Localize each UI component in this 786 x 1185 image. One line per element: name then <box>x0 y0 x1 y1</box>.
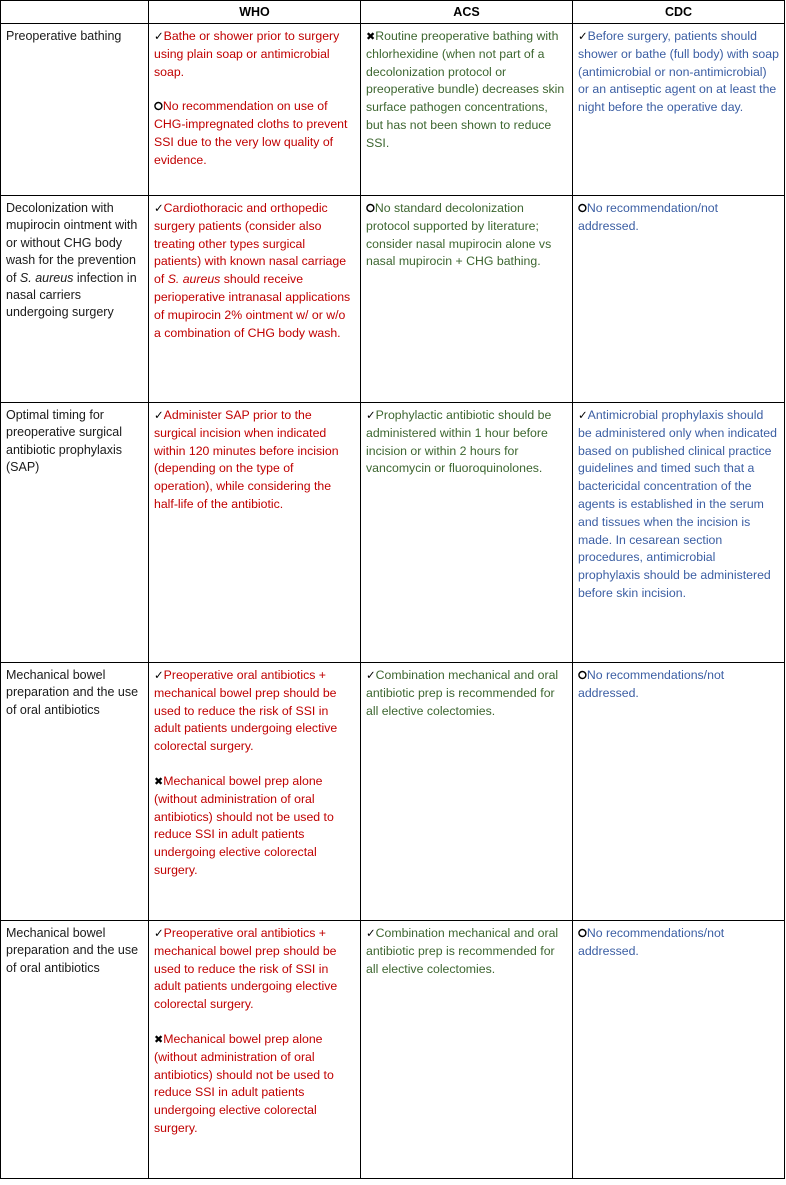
header-cell-topic <box>1 1 149 24</box>
recommendation-item <box>154 407 355 514</box>
recommendation-item <box>578 667 779 703</box>
check-icon: ✓ <box>154 29 164 43</box>
recommendation-item <box>366 407 567 478</box>
recommendation-cell-who <box>149 196 361 403</box>
check-icon: ✓ <box>154 926 164 940</box>
header-row <box>1 1 785 24</box>
recommendation-item <box>366 667 567 720</box>
recommendation-item <box>154 200 355 342</box>
topic-cell <box>1 24 149 196</box>
cross-icon: ✖ <box>154 774 164 788</box>
header-cell-acs: ACS <box>361 1 573 24</box>
recommendation-cell-cdc <box>573 921 785 1179</box>
recommendation-item <box>154 1031 355 1138</box>
recommendation-cell-who <box>149 921 361 1179</box>
table-header <box>1 1 785 24</box>
topic-text: Optimal timing for preoperative surgical antibiotic prophylaxis (SAP) <box>6 408 123 475</box>
recommendation-text-lead: Cardiothoracic and orthopedic surgery patients (consider also treating other types surgical patients) with known nasal carriage of <box>154 201 347 287</box>
recommendation-text: Mechanical bowel prep alone (without administration of oral antibiotics) should not be used to reduce SSI in adult patients undergoing elective colorectal surgery. <box>154 773 334 877</box>
circle-icon: ⭘ <box>578 669 587 682</box>
table-row <box>1 196 785 403</box>
recommendation-text: Bathe or shower prior to surgery using plain soap or antimicrobial soap. <box>154 29 340 79</box>
recommendation-item <box>578 200 779 236</box>
recommendation-cell-cdc <box>573 196 785 403</box>
check-icon: ✓ <box>366 408 376 422</box>
recommendation-text: No recommendation on use of CHG-impregnated cloths to prevent SSI due to the very low quality of evidence. <box>154 99 348 167</box>
check-icon: ✓ <box>154 668 164 682</box>
recommendation-item <box>578 925 779 961</box>
recommendation-cell-acs <box>361 403 573 663</box>
recommendation-cell-cdc <box>573 403 785 663</box>
table-row <box>1 24 785 196</box>
topic-text: Preoperative bathing <box>6 29 122 43</box>
recommendation-text: Prophylactic antibiotic should be administered within 1 hour before incision or within 2 hours for vancomycin or fluoroquinolones. <box>366 408 552 476</box>
recommendation-text: Combination mechanical and oral antibiotic prep is recommended for all elective colectomies. <box>366 668 559 718</box>
circle-icon: ⭘ <box>578 927 587 940</box>
recommendation-cell-cdc <box>573 663 785 921</box>
recommendation-cell-who <box>149 24 361 196</box>
recommendation-text: Mechanical bowel prep alone (without administration of oral antibiotics) should not be used to reduce SSI in adult patients undergoing elective colorectal surgery. <box>154 1031 334 1135</box>
topic-cell <box>1 663 149 921</box>
topic-text-tail: infection in nasal carriers undergoing surgery <box>6 270 137 320</box>
cross-icon: ✖ <box>154 1032 164 1046</box>
header-cell-who: WHO <box>149 1 361 24</box>
table-row <box>1 403 785 663</box>
recommendation-text: No recommendations/not addressed. <box>578 668 725 700</box>
check-icon: ✓ <box>366 668 376 682</box>
circle-icon: ⭘ <box>578 202 587 215</box>
table-row <box>1 663 785 921</box>
recommendation-item <box>154 667 355 756</box>
recommendation-cell-cdc <box>573 24 785 196</box>
check-icon: ✓ <box>154 408 164 422</box>
topic-cell <box>1 921 149 1179</box>
recommendation-item <box>154 28 355 81</box>
recommendation-item <box>154 773 355 880</box>
recommendation-text: Administer SAP prior to the surgical incision when indicated within 120 minutes before incision (depending on the type of operation), while considering the half-life of the antibiotic. <box>154 408 339 511</box>
circle-icon: ⭘ <box>366 202 375 215</box>
recommendation-text: Routine preoperative bathing with chlorhexidine (when not part of a decolonization protocol or preoperative bundle) decreases skin surface pathogen concentrations, but has not been shown to reduce SSI. <box>366 29 565 150</box>
recommendation-text-italic: S. aureus <box>167 272 221 287</box>
recommendation-item <box>366 925 567 978</box>
recommendation-item <box>578 28 779 117</box>
recommendation-text: Preoperative oral antibiotics + mechanical bowel prep should be used to reduce the risk of SSI in adult patients undergoing elective colorectal surgery. <box>154 926 338 1012</box>
recommendation-text: Antimicrobial prophylaxis should be administered only when indicated based on published clinical practice guidelines and timed such that a bactericidal concentration of the agents is established in the serum and tissues when the incision is made. In cesarean section procedures, antimicrobial prophylaxis should be administered before skin incision. <box>578 408 777 600</box>
topic-cell <box>1 196 149 403</box>
recommendation-text: No recommendations/not addressed. <box>578 926 725 958</box>
recommendation-text-tail: should receive perioperative intranasal applications of mupirocin 2% ointment w/ or w/o a combination of CHG body wash. <box>154 272 351 340</box>
recommendation-item <box>154 98 355 169</box>
check-icon: ✓ <box>578 29 588 43</box>
recommendation-item <box>154 925 355 1014</box>
recommendation-text: No recommendation/not addressed. <box>578 201 719 233</box>
recommendation-text: Combination mechanical and oral antibiotic prep is recommended for all elective colectomies. <box>366 926 559 976</box>
recommendation-text: No standard decolonization protocol supported by literature; consider nasal mupirocin alone vs nasal mupirocin + CHG bathing. <box>366 201 552 269</box>
recommendation-cell-who <box>149 663 361 921</box>
topic-text: Mechanical bowel preparation and the use of oral antibiotics <box>6 668 139 717</box>
recommendation-item <box>578 407 779 603</box>
topic-text-italic: S. aureus <box>19 270 74 285</box>
topic-cell <box>1 403 149 663</box>
recommendation-cell-acs <box>361 663 573 921</box>
check-icon: ✓ <box>366 926 376 940</box>
recommendation-text: Before surgery, patients should shower or bathe (full body) with soap (antimicrobial or non-antimicrobial) or an antiseptic agent on at least the night before the operative day. <box>578 29 779 115</box>
topic-text: Decolonization with mupirocin ointment with or without CHG body wash for the prevention of <box>6 201 138 285</box>
recommendation-cell-who <box>149 403 361 663</box>
recommendation-cell-acs <box>361 24 573 196</box>
recommendation-cell-acs <box>361 196 573 403</box>
cross-icon: ✖ <box>366 30 376 43</box>
recommendation-text <box>154 201 350 340</box>
table-row <box>1 921 785 1179</box>
circle-icon: ⭘ <box>154 100 163 114</box>
check-icon: ✓ <box>154 201 164 215</box>
recommendation-item <box>366 200 567 271</box>
topic-text: Mechanical bowel preparation and the use of oral antibiotics <box>6 926 139 975</box>
recommendation-text: Preoperative oral antibiotics + mechanical bowel prep should be used to reduce the risk of SSI in adult patients undergoing elective colorectal surgery. <box>154 668 338 754</box>
header-cell-cdc: CDC <box>573 1 785 24</box>
recommendation-cell-acs <box>361 921 573 1179</box>
table-body <box>1 24 785 1179</box>
check-icon: ✓ <box>578 408 588 422</box>
recommendation-item <box>366 28 567 153</box>
